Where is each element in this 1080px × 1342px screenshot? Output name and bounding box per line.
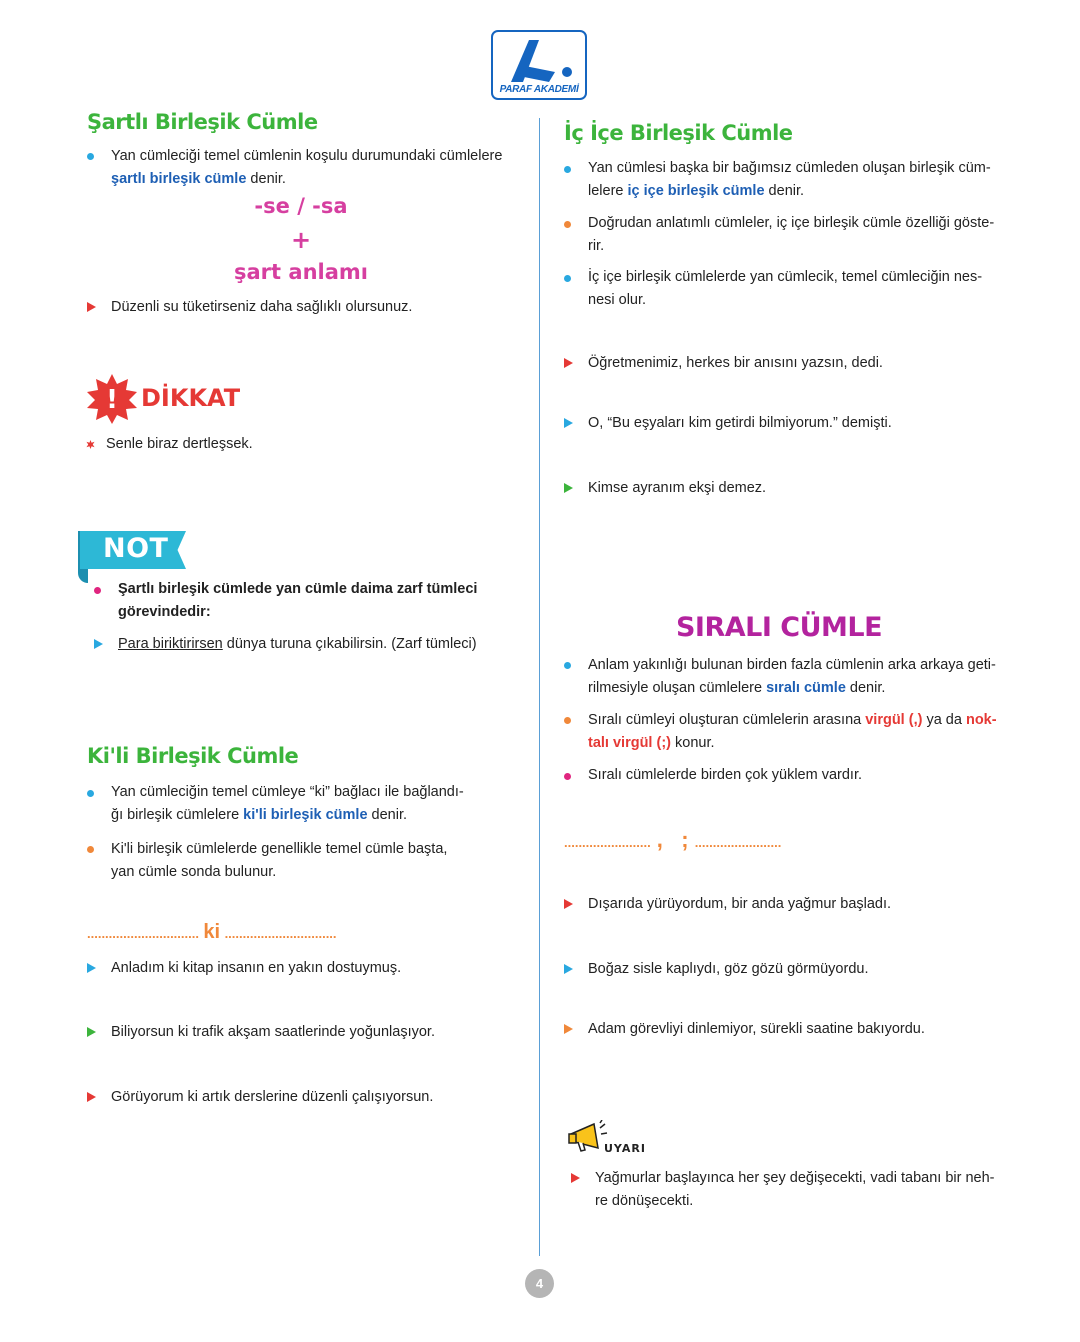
example-triangle-icon (564, 483, 573, 493)
uyari-text: Yağmurlar başlayınca her şey değişecekti, vadi tabanı bir neh- re dönüşecekti. (595, 1170, 995, 1209)
megaphone-icon (568, 1120, 608, 1154)
not-example: Para biriktirirsen dünya turuna çıkabilirsin. (Zarf tümleci) (118, 636, 477, 652)
icice-example-3: Kimse ayranım ekşi demez. (588, 480, 767, 496)
formula-plus: + (290, 226, 312, 254)
kili-definition: Yan cümleciğin temel cümleye “ki” bağlacı ile bağlandı- ğı birleşik cümlelere ki'li birleşik cümle denir. (111, 784, 464, 823)
svg-text:!: ! (106, 385, 118, 415)
bullet-dot-icon (94, 587, 101, 594)
page-number: 4 (525, 1269, 554, 1298)
example-triangle-icon (564, 1024, 573, 1034)
example-triangle-icon (87, 963, 96, 973)
column-divider (539, 118, 540, 1256)
icice-note-2: İç içe birleşik cümlelerde yan cümlecik, temel cümleciğin nes- nesi olur. (588, 269, 983, 308)
paraf-akademi-logo (491, 30, 587, 100)
bullet-dot-icon (87, 153, 94, 160)
bullet-dot-icon (564, 717, 571, 724)
bullet-dot-icon (87, 790, 94, 797)
bullet-dot-icon (564, 275, 571, 282)
formula-meaning: şart anlamı (234, 260, 368, 284)
example-triangle-icon (564, 899, 573, 909)
icice-example-2: O, “Bu eşyaları kim getirdi bilmiyorum.” demişti. (588, 415, 892, 431)
sirali-note-2: Sıralı cümlelerde birden çok yüklem vardır. (588, 767, 862, 783)
sirali-example-3: Adam görevliyi dinlemiyor, sürekli saatine bakıyordu. (588, 1021, 925, 1037)
bullet-dot-icon (564, 221, 571, 228)
logo-text: PARAF AKADEMİ (499, 84, 579, 95)
sartli-title: Şartlı Birleşik Cümle (87, 110, 318, 134)
example-triangle-icon (87, 1027, 96, 1037)
kili-example-3: Görüyorum ki artık derslerine düzenli çalışıyorsun. (111, 1089, 434, 1105)
icice-example-1: Öğretmenimiz, herkes bir anısını yazsın, dedi. (588, 355, 883, 371)
kili-example-2: Biliyorsun ki trafik akşam saatlerinde yoğunlaşıyor. (111, 1024, 435, 1040)
uyari-label: UYARI (604, 1142, 646, 1155)
dikkat-example: Senle biraz dertleşsek. (106, 436, 253, 452)
icice-note-1: Doğrudan anlatımlı cümleler, iç içe birleşik cümle özelliği göste- rir. (588, 215, 995, 254)
example-triangle-icon (564, 418, 573, 428)
sirali-example-1: Dışarıda yürüyordum, bir anda yağmur başladı. (588, 896, 892, 912)
logo-mark-icon (503, 36, 575, 86)
sartli-example: Düzenli su tüketirseniz daha sağlıklı olursunuz. (111, 299, 413, 315)
kili-title: Ki'li Birleşik Cümle (87, 744, 299, 768)
example-triangle-icon (87, 302, 96, 312)
not-label: NOT (103, 533, 169, 564)
formula-suffix: -se / -sa (254, 194, 348, 218)
bullet-dot-icon (564, 166, 571, 173)
sirali-title: SIRALI CÜMLE (675, 612, 883, 643)
example-triangle-icon (564, 964, 573, 974)
not-text: Şartlı birleşik cümlede yan cümle daima zarf tümleci görevindedir: (118, 581, 478, 620)
example-triangle-icon (94, 639, 103, 649)
example-triangle-icon (564, 358, 573, 368)
sirali-note-1: Sıralı cümleyi oluşturan cümlelerin arasına virgül (,) ya da nok- talı virgül (;) konur. (588, 712, 997, 751)
bullet-dot-icon (87, 846, 94, 853)
kili-note: Ki'li birleşik cümlelerde genellikle temel cümle başta, yan cümle sonda bulunur. (111, 841, 448, 880)
dikkat-label: DİKKAT (141, 384, 241, 412)
icice-definition: Yan cümlesi başka bir bağımsız cümleden oluşan birleşik cüm- lelere iç içe birleşik cümle denir. (588, 160, 991, 199)
example-triangle-icon (571, 1173, 580, 1183)
bullet-dot-icon (564, 662, 571, 669)
icice-title: İç İçe Birleşik Cümle (564, 121, 793, 145)
dikkat-burst-icon (86, 374, 138, 424)
example-triangle-icon (87, 1092, 96, 1102)
kili-example-1: Anladım ki kitap insanın en yakın dostuymuş. (111, 960, 402, 976)
bullet-dot-icon (564, 773, 571, 780)
kili-pattern: ............................... ki ............................... (87, 921, 337, 943)
sartli-definition: Yan cümleciği temel cümlenin koşulu durumundaki cümlelere şartlı birleşik cümle denir. (111, 148, 503, 187)
sirali-pattern: ........................ , ; ........................ (564, 827, 782, 852)
burst-bullet-icon (86, 440, 95, 449)
sirali-example-2: Boğaz sisle kaplıydı, göz gözü görmüyordu. (588, 961, 869, 977)
sirali-definition: Anlam yakınlığı bulunan birden fazla cümlenin arka arkaya geti- rilmesiyle oluşan cümlelere sıralı cümle denir. (588, 657, 996, 696)
